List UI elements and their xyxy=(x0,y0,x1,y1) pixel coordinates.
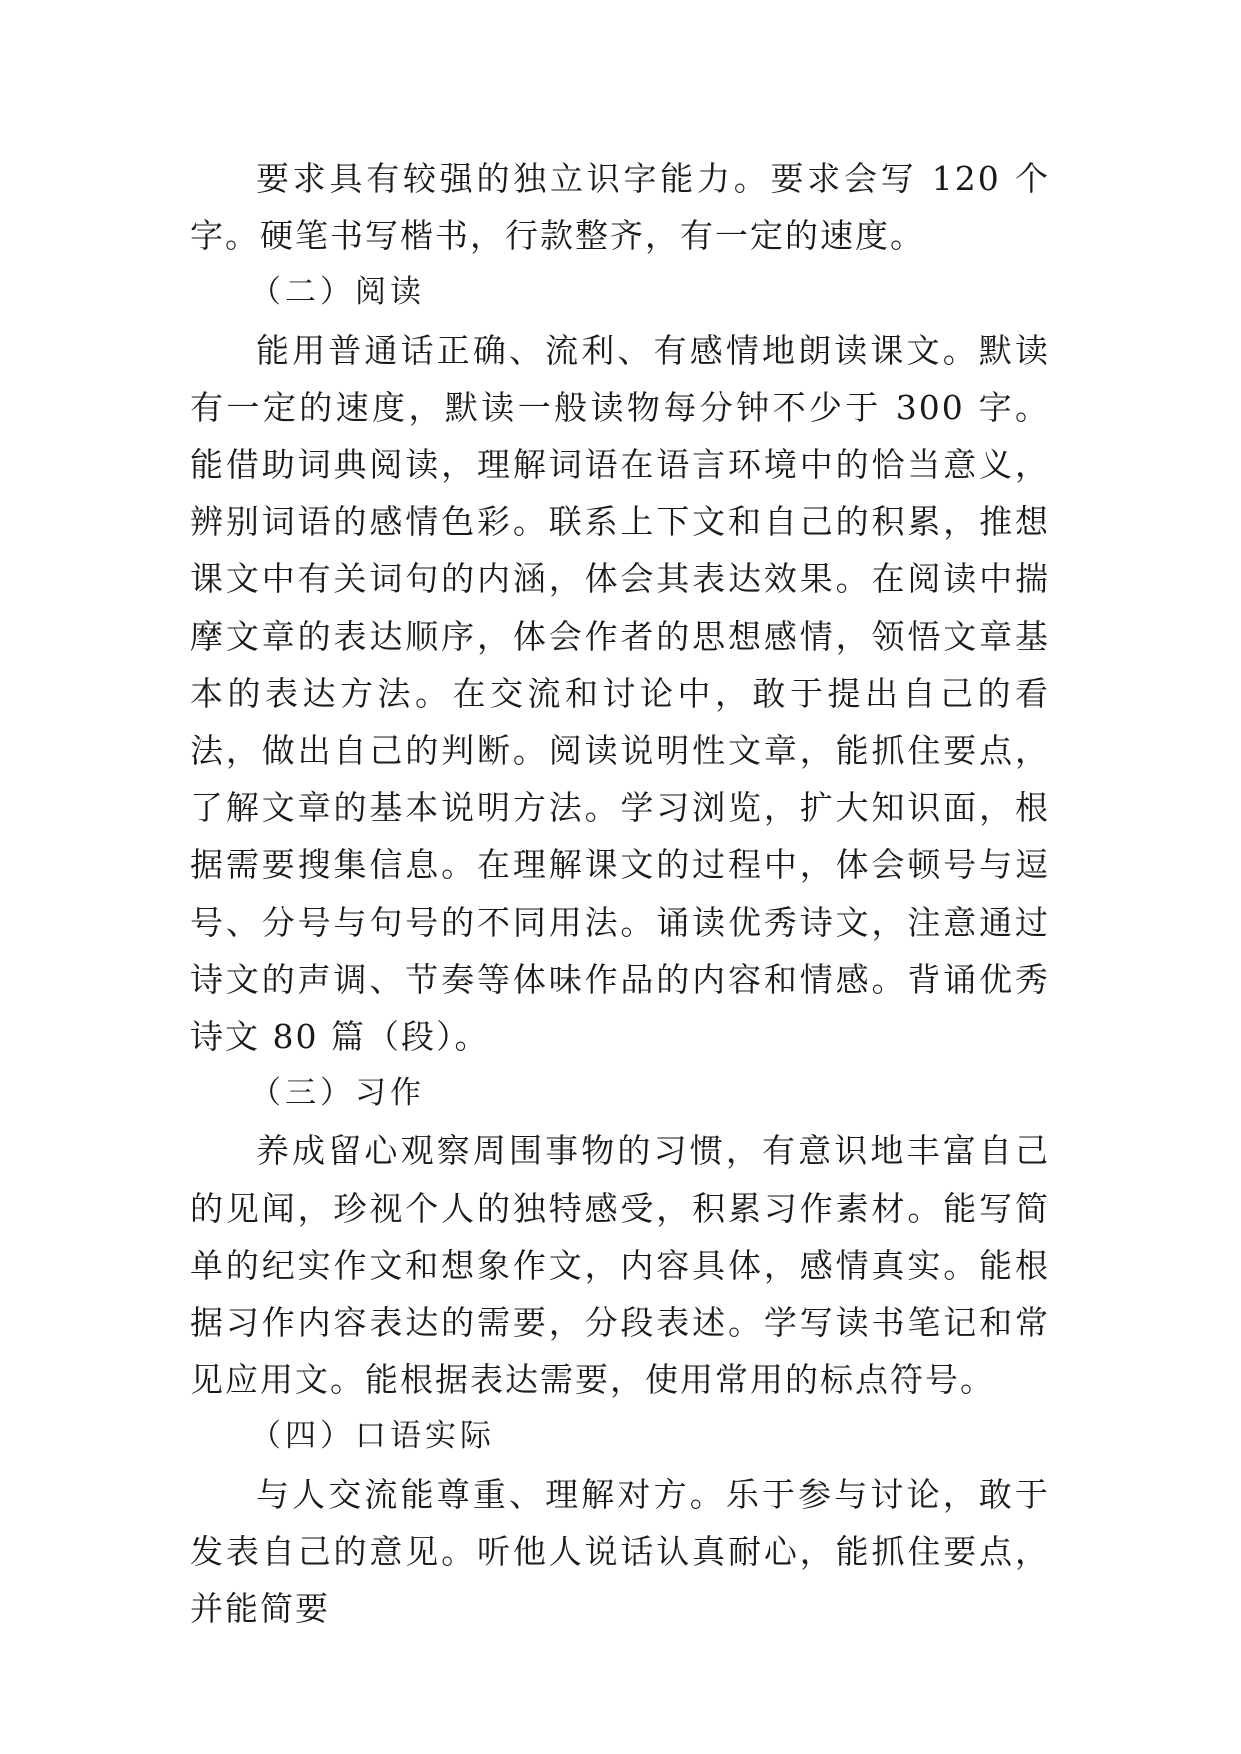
section-heading-oral-communication: （四）口语实际 xyxy=(250,1418,495,1455)
document-body xyxy=(190,150,1050,1637)
paragraph-writing-requirements: 要求具有较强的独立识字能力。要求会写 120 个字。硬笔书写楷书，行款整齐，有一定的速度。 xyxy=(190,159,1050,256)
section-heading-composition: （三）习作 xyxy=(250,1075,425,1112)
paragraph-composition: 养成留心观察周围事物的习惯，有意识地丰富自己的见闻，珍视个人的独特感受，积累习作素材。能写简单的纪实作文和想象作文，内容具体，感情真实。能根据习作内容表达的需要，分段表述。学写读书笔记和常见应用文。能根据表达需要，使用常用的标点符号。 xyxy=(190,1131,1050,1400)
paragraph-oral-communication: 与人交流能尊重、理解对方。乐于参与讨论，敢于发表自己的意见。听他人说话认真耐心，能抓住要点，并能简要 xyxy=(190,1474,1050,1629)
section-heading-reading: （二）阅读 xyxy=(250,274,425,311)
paragraph-reading: 能用普通话正确、流利、有感情地朗读课文。默读有一定的速度，默读一般读物每分钟不少于 300 字。能借助词典阅读，理解词语在语言环境中的恰当意义，辨别词语的感情色彩。联系上下文和自己的积累，推想课文中有关词句的内涵，体会其表达效果。在阅读中揣摩文章的表达顺序，体会作者的思想感情，领悟文章基本的表达方法。在交流和讨论中，敢于提出自己的看法，做出自己的判断。阅读说明性文章，能抓住要点，了解文章的基本说明方法。学习浏览，扩大知识面，根据需要搜集信息。在理解课文的过程中，体会顿号与逗号、分号与句号的不同用法。诵读优秀诗文，注意通过诗文的声调、节奏等体味作品的内容和情感。背诵优秀诗文 80 篇（段）。 xyxy=(190,330,1050,1057)
